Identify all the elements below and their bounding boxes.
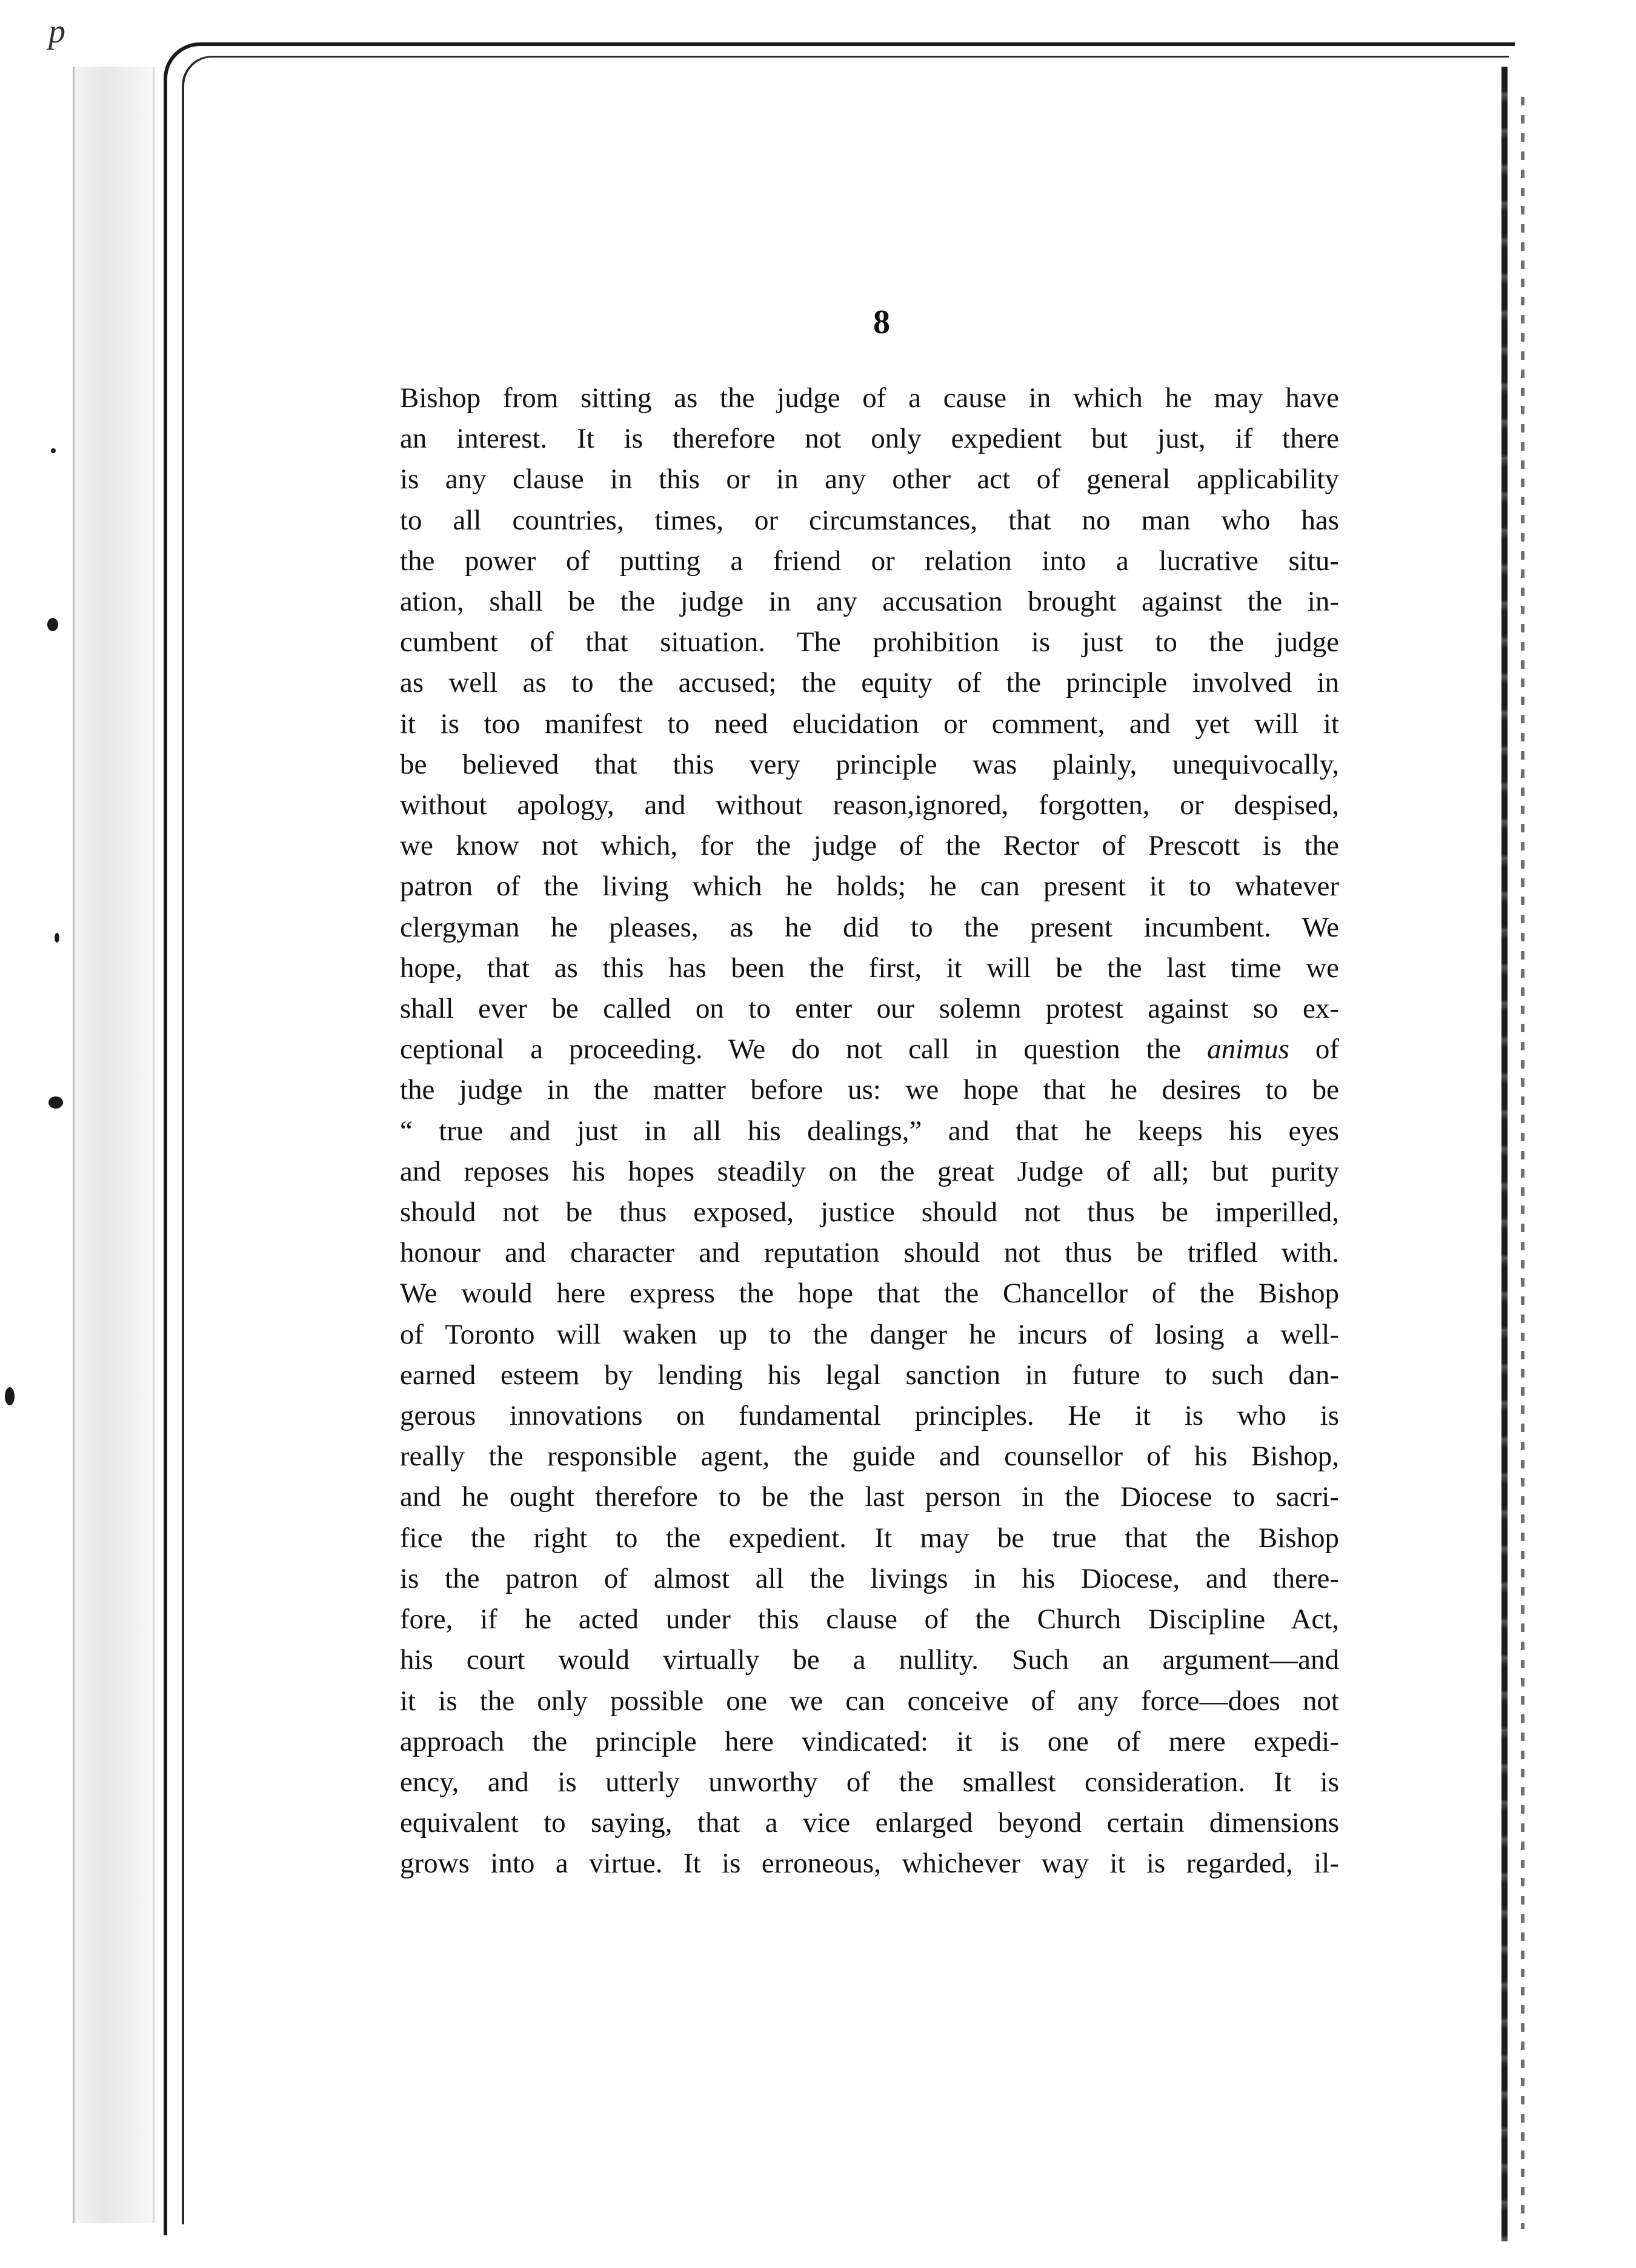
text-line: grows into a virtue. It is erroneous, whichever way it is regarded, il- xyxy=(400,1848,1339,1880)
text-line: shall ever be called on to enter our solemn protest against so ex- xyxy=(400,993,1339,1025)
text-line-with-italic xyxy=(400,1029,1339,1070)
text-line: to all countries, times, or circumstances, that no man who has xyxy=(400,504,1339,536)
text-line: honour and character and reputation should not thus be trifled with. xyxy=(400,1237,1339,1269)
text-line: the power of putting a friend or relation into a lucrative situ- xyxy=(400,545,1339,577)
scan-speck xyxy=(47,618,58,631)
text-line: ency, and is utterly unworthy of the smallest consideration. It is xyxy=(400,1766,1339,1798)
scan-left-page-edge xyxy=(73,67,155,2223)
text-line: approach the principle here vindicated: it is one of mere expedi- xyxy=(400,1725,1339,1757)
text-line: gerous innovations on fundamental principles. He it is who is xyxy=(400,1400,1339,1432)
text-segment: ceptional a proceeding. We do not call in question the xyxy=(400,1033,1182,1066)
italic-word-animus: animus xyxy=(1207,1033,1289,1066)
text-line: should not be thus exposed, justice should not thus be imperilled, xyxy=(400,1196,1339,1228)
text-line: patron of the living which he holds; he can present it to whatever xyxy=(400,870,1339,903)
text-line: fore, if he acted under this clause of the Church Discipline Act, xyxy=(400,1603,1339,1636)
scan-right-binding-edge xyxy=(1501,67,1508,2241)
text-line: “ true and just in all his dealings,” and that he keeps his eyes xyxy=(400,1115,1339,1147)
text-line: is the patron of almost all the livings in his Diocese, and there- xyxy=(400,1562,1339,1594)
text-line: and he ought therefore to be the last person in the Diocese to sacri- xyxy=(400,1481,1339,1513)
text-line: without apology, and without reason,ignored, forgotten, or despised, xyxy=(400,789,1339,821)
body-paragraph xyxy=(400,378,1339,1885)
text-line: his court would virtually be a nullity. Such an argument—and xyxy=(400,1644,1339,1676)
text-line: earned esteem by lending his legal sanction in future to such dan- xyxy=(400,1359,1339,1391)
scan-speck xyxy=(5,1387,15,1405)
text-line: it is too manifest to need elucidation or comment, and yet will it xyxy=(400,708,1339,740)
text-line: fice the right to the expedient. It may be true that the Bishop xyxy=(400,1522,1339,1554)
page-number: 8 xyxy=(873,303,890,341)
text-line: hope, that as this has been the first, it will be the last time we xyxy=(400,952,1339,984)
document-page xyxy=(400,303,1339,1885)
text-line: Bishop from sitting as the judge of a cause in which he may have xyxy=(400,382,1339,414)
text-line: be believed that this very principle was plainly, unequivocally, xyxy=(400,748,1339,780)
text-line: of Toronto will waken up to the danger he incurs of losing a well- xyxy=(400,1318,1339,1350)
scan-speck xyxy=(48,1096,63,1109)
text-segment: of xyxy=(1315,1033,1339,1066)
text-line: cumbent of that situation. The prohibition is just to the judge xyxy=(400,626,1339,658)
text-line: really the responsible agent, the guide and counsellor of his Bishop, xyxy=(400,1441,1339,1473)
corner-pencil-mark: p xyxy=(48,13,65,50)
scan-speck xyxy=(51,448,56,453)
scan-speck xyxy=(55,933,59,943)
scan-right-binding-dashes xyxy=(1521,97,1525,2229)
text-line: the judge in the matter before us: we hope that he desires to be xyxy=(400,1074,1339,1106)
text-line: clergyman he pleases, as he did to the present incumbent. We xyxy=(400,911,1339,943)
text-line: we know not which, for the judge of the Rector of Prescott is the xyxy=(400,830,1339,862)
text-line: We would here express the hope that the Chancellor of the Bishop xyxy=(400,1278,1339,1310)
text-line: as well as to the accused; the equity of the principle involved in xyxy=(400,667,1339,699)
text-line: it is the only possible one we can conceive of any force—does not xyxy=(400,1685,1339,1717)
text-line: an interest. It is therefore not only expedient but just, if there xyxy=(400,423,1339,455)
text-line: and reposes his hopes steadily on the great Judge of all; but purity xyxy=(400,1155,1339,1187)
text-line: ation, shall be the judge in any accusation brought against the in- xyxy=(400,586,1339,618)
text-line: is any clause in this or in any other act of general applicability xyxy=(400,463,1339,496)
text-line: equivalent to saying, that a vice enlarged beyond certain dimensions xyxy=(400,1807,1339,1839)
